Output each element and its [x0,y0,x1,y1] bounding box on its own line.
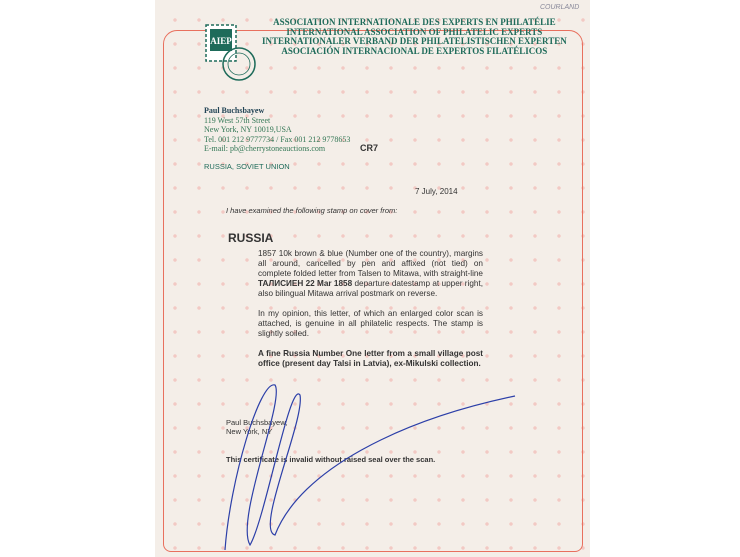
header-line: INTERNATIONALER VERBAND DER PHILATELISTISCHEN EXPERTEN [262,36,567,46]
country-title: RUSSIA [228,231,274,245]
email: E-mail: pb@cherrystoneauctions.com [204,144,326,153]
disclaimer: This certificate is invalid without raised seal over the scan. [226,455,436,464]
phone: Tel. 001 212 9777734 / Fax 001 212 9778653 [204,134,351,144]
signoff-city: New York, NY [226,427,273,436]
header-line: INTERNATIONAL ASSOCIATION OF PHILATELIC EXPERTS [286,26,543,37]
description-text: departure datestamp at upper right, also bilingual Mitawa arrival postmark on reverse. [258,279,483,298]
header-line: ASOCIACIÓN INTERNACIONAL DE EXPERTOS FILATÉLICOS [281,45,548,56]
description-text: 1857 10k brown & blue (Number one of the country), margins all around, cancelled by pen and affixed (not tied) on complete folded letter from Talsen to Mitawa, with straight-line [258,249,483,278]
postmark: ТАЛИСИЕН 22 Mar 1858 [258,279,353,288]
intro: I have examined the following stamp on cover from: [226,206,398,215]
city: New York, NY 10019,USA [204,125,292,134]
svg-text:AIEP: AIEP [210,36,232,46]
signoff-name: Paul Buchsbayew, [226,418,288,427]
opinion: In my opinion, this letter, of which an enlarged color scan is attached, is genuine in all philatelic respects. The stamp is slightly soiled. [258,309,483,338]
corner-note: COURLAND [540,4,580,11]
stamp-mark: CR7 [360,143,379,153]
summary: A fine Russia Number One letter from a small village post office (present day Talsi in Latvia), ex-Mikulski collection. [258,349,483,368]
header-line: ASSOCIATION INTERNATIONALE DES EXPERTS EN PHILATÉLIE [273,17,556,27]
specialty: RUSSIA, SOVIET UNION [204,162,290,171]
date: 7 July, 2014 [415,187,458,196]
street: 119 West 57th Street [204,115,271,125]
expert-name: Paul Buchsbayew [204,106,265,115]
